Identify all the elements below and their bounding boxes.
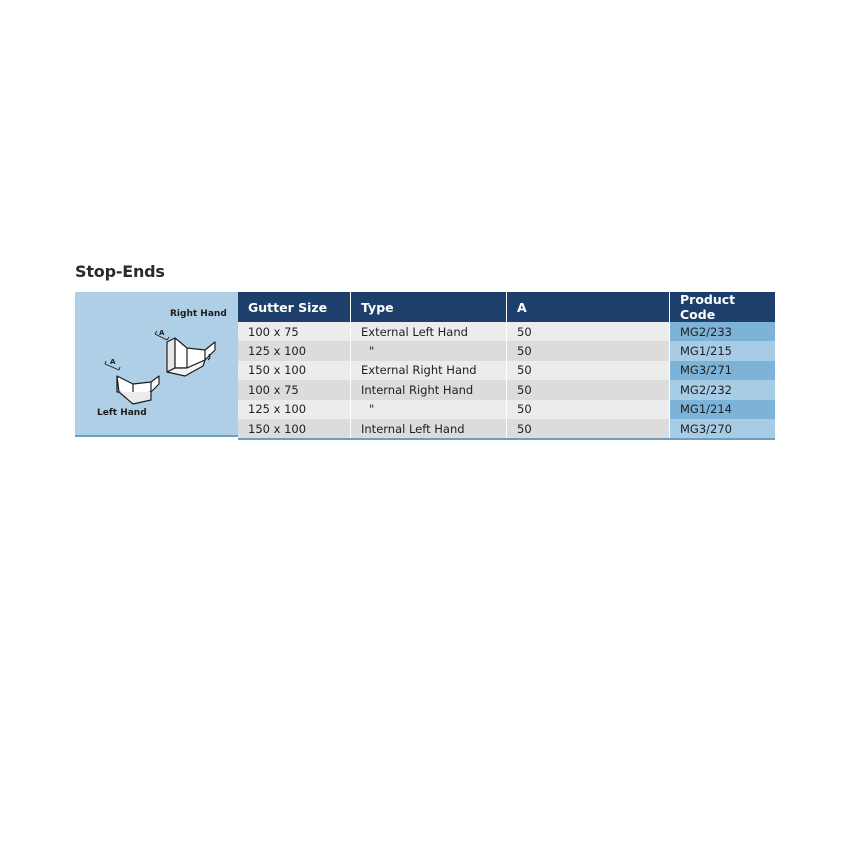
type-cell: Internal Left Hand — [351, 419, 507, 439]
a-cell: 50 — [507, 400, 670, 419]
left-dim-label: A — [110, 358, 116, 366]
product-code-cell: MG3/271 — [670, 361, 776, 380]
gutter-size-cell: 150 x 100 — [238, 419, 351, 439]
gutter-size-cell: 125 x 100 — [238, 400, 351, 419]
a-cell: 50 — [507, 322, 670, 341]
type-cell: " — [351, 341, 507, 360]
type-cell: External Left Hand — [351, 322, 507, 341]
col-a: A — [507, 292, 670, 322]
product-code-cell: MG3/270 — [670, 419, 776, 439]
gutter-size-cell: 100 x 75 — [238, 380, 351, 399]
a-cell: 50 — [507, 419, 670, 439]
type-cell: " — [351, 400, 507, 419]
product-code-cell: MG2/232 — [670, 380, 776, 399]
table-row — [238, 400, 775, 419]
a-cell: 50 — [507, 341, 670, 360]
col-type: Type — [351, 292, 507, 322]
gutter-size-cell: 150 x 100 — [238, 361, 351, 380]
product-code-cell: MG1/214 — [670, 400, 776, 419]
stop-ends-table — [238, 292, 775, 440]
table-row — [238, 380, 775, 399]
table-row — [238, 322, 775, 341]
type-cell: External Right Hand — [351, 361, 507, 380]
left-hand-stop-end-icon — [117, 376, 159, 404]
gutter-size-cell: 100 x 75 — [238, 322, 351, 341]
a-cell: 50 — [507, 380, 670, 399]
left-hand-label: Left Hand — [97, 408, 147, 418]
col-product-code: Product Code — [670, 292, 776, 322]
gutter-size-cell: 125 x 100 — [238, 341, 351, 360]
product-code-cell: MG2/233 — [670, 322, 776, 341]
stop-ends-panel — [75, 292, 775, 437]
right-dim-label: A — [159, 329, 165, 337]
table-row — [238, 419, 775, 439]
table-row — [238, 361, 775, 380]
table-row — [238, 341, 775, 360]
col-gutter-size: Gutter Size — [238, 292, 351, 322]
right-hand-stop-end-icon — [167, 338, 215, 376]
table-header-row — [238, 292, 775, 322]
section-title: Stop-Ends — [75, 262, 165, 281]
a-cell: 50 — [507, 361, 670, 380]
product-code-cell: MG1/215 — [670, 341, 776, 360]
type-cell: Internal Right Hand — [351, 380, 507, 399]
right-hand-label: Right Hand — [170, 309, 227, 319]
product-illustration — [75, 292, 238, 437]
